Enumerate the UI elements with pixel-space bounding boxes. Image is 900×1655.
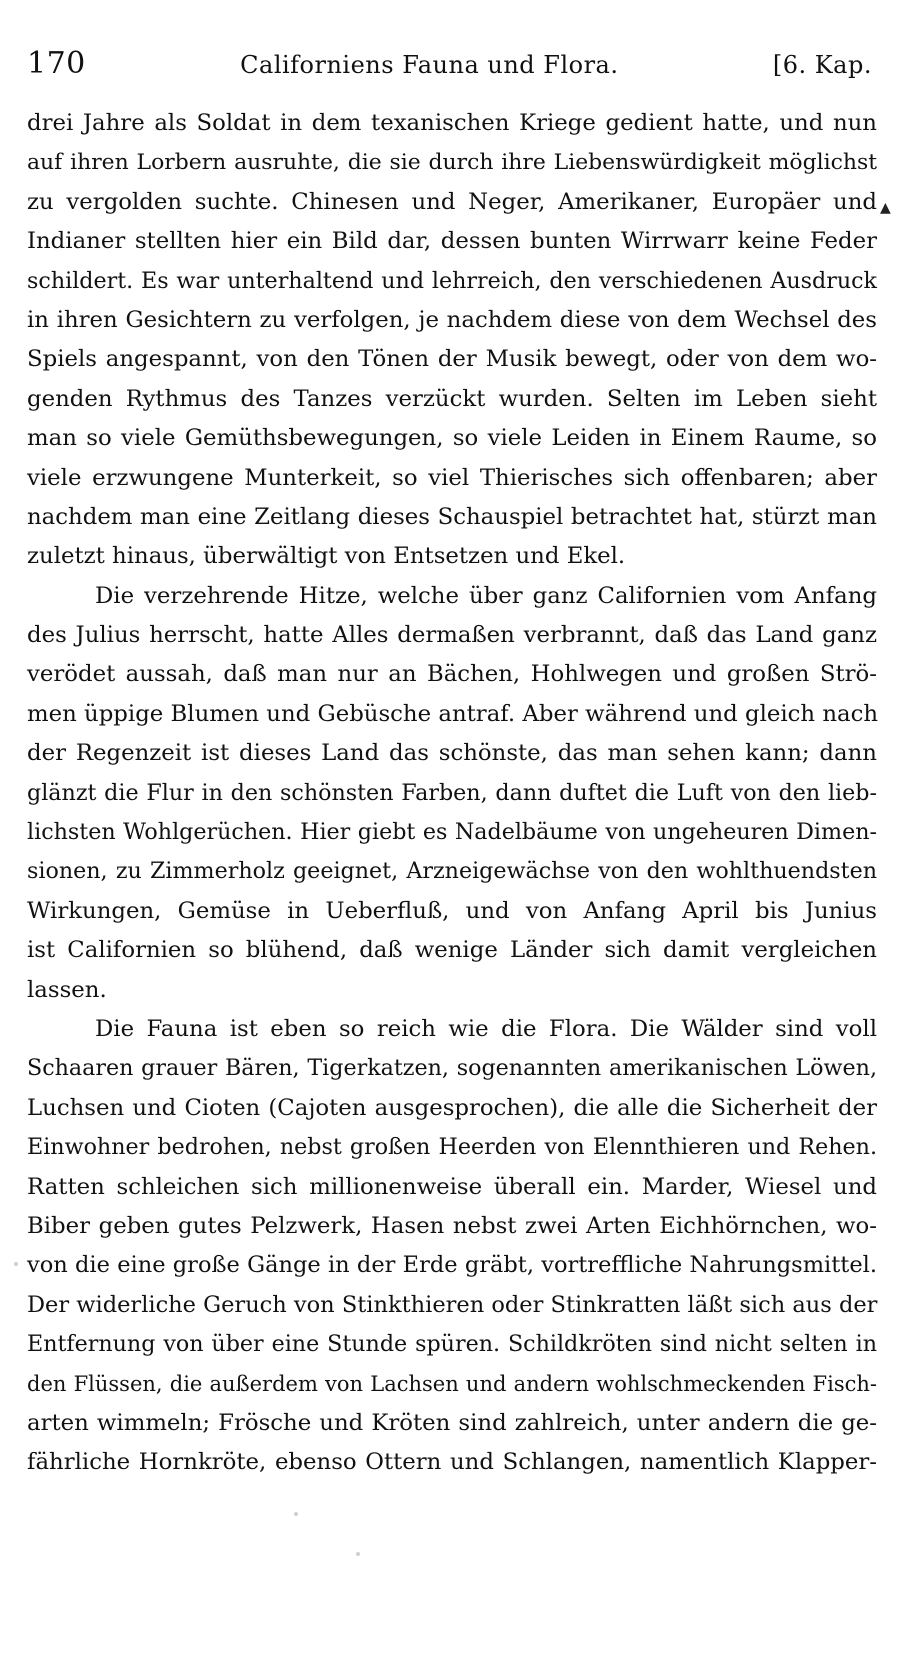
- text-line: Wirkungen, Gemüse in Ueberfluß, und von Anfang April bis Junius: [27, 897, 877, 924]
- scan-speck: [14, 1262, 18, 1266]
- text-line: lassen.: [27, 976, 107, 1003]
- text-line: von die eine große Gänge in der Erde gräbt, vortreffliche Nahrungsmittel.: [27, 1252, 877, 1279]
- text-line: Die verzehrende Hitze, welche über ganz Californien vom Anfang: [95, 582, 877, 609]
- text-line: Luchsen und Cioten (Cajoten ausgesprochen), die alle die Sicherheit der: [27, 1094, 877, 1121]
- text-line: Indianer stellten hier ein Bild dar, dessen bunten Wirrwarr keine Feder: [27, 228, 877, 255]
- text-line: Entfernung von über eine Stunde spüren. Schildkröten sind nicht selten in: [27, 1331, 877, 1358]
- paragraph-2: [27, 577, 877, 1010]
- body-text: [27, 104, 877, 1483]
- text-line: men üppige Blumen und Gebüsche antraf. Aber während und gleich nach: [27, 700, 879, 727]
- text-line: den Flüssen, die außerdem von Lachsen und andern wohlschmeckenden Fisch-: [27, 1371, 877, 1396]
- margin-marker-icon: ▲: [880, 200, 891, 216]
- text-line: drei Jahre als Soldat in dem texanischen Kriege gedient hatte, und nun: [27, 110, 877, 136]
- text-line: Die Fauna ist eben so reich wie die Flora. Die Wälder sind voll: [95, 1015, 877, 1042]
- text-line: der Regenzeit ist dieses Land das schönste, das man sehen kann; dann: [27, 740, 877, 767]
- text-line: fährliche Hornkröte, ebenso Ottern und Schlangen, namentlich Klapper-: [27, 1449, 877, 1476]
- text-line: arten wimmeln; Frösche und Kröten sind zahlreich, unter andern die ge-: [27, 1409, 877, 1436]
- text-line: Biber geben gutes Pelzwerk, Hasen nebst zwei Arten Eichhörnchen, wo-: [27, 1212, 877, 1239]
- text-line: schildert. Es war unterhaltend und lehrreich, den verschiedenen Ausdruck: [27, 267, 877, 294]
- text-line: nachdem man eine Zeitlang dieses Schauspiel betrachtet hat, stürzt man: [27, 503, 877, 530]
- scan-speck: [294, 1512, 298, 1516]
- text-line: zu vergolden suchte. Chinesen und Neger, Amerikaner, Europäer und: [27, 188, 877, 215]
- text-line: Schaaren grauer Bären, Tigerkatzen, sogenannten amerikanischen Löwen,: [27, 1055, 877, 1082]
- text-line: verödet aussah, daß man nur an Bächen, Hohlwegen und großen Strö-: [27, 661, 877, 688]
- text-line: genden Rythmus des Tanzes verzückt wurden. Selten im Leben sieht: [27, 385, 877, 412]
- scan-speck: [356, 1552, 360, 1556]
- text-line: sionen, zu Zimmerholz geeignet, Arzneigewächse von den wohlthuendsten: [27, 858, 877, 885]
- text-line: lichsten Wohlgerüchen. Hier giebt es Nadelbäume von ungeheuren Dimen-: [27, 819, 877, 846]
- text-line: des Julius herrscht, hatte Alles dermaßen verbrannt, daß das Land ganz: [27, 622, 877, 649]
- text-line: Der widerliche Geruch von Stinkthieren oder Stinkratten läßt sich aus der: [27, 1291, 878, 1318]
- running-title: Californiens Fauna und Flora.: [240, 51, 619, 79]
- text-line: viele erzwungene Munterkeit, so viel Thierisches sich offenbaren; aber: [27, 464, 877, 491]
- text-line: zuletzt hinaus, überwältigt von Entsetzen und Ekel.: [27, 543, 626, 570]
- chapter-reference: [6. Kap.: [772, 51, 872, 79]
- page-header: [27, 46, 872, 86]
- paragraph-1: [27, 104, 877, 577]
- page-number: 170: [27, 46, 86, 81]
- text-line: man so viele Gemüthsbewegungen, so viele Leiden in Einem Raume, so: [27, 425, 877, 452]
- text-line: Einwohner bedrohen, nebst großen Heerden von Elennthieren und Rehen.: [27, 1134, 877, 1161]
- text-line: Spiels angespannt, von den Tönen der Musik bewegt, oder von dem wo-: [27, 346, 877, 373]
- text-line: ist Californien so blühend, daß wenige Länder sich damit vergleichen: [27, 937, 877, 964]
- paragraph-3: [27, 1010, 877, 1483]
- text-line: glänzt die Flur in den schönsten Farben, dann duftet die Luft von den lieb-: [27, 779, 877, 806]
- text-line: in ihren Gesichtern zu verfolgen, je nachdem diese von dem Wechsel des: [27, 306, 877, 333]
- text-line: Ratten schleichen sich millionenweise überall ein. Marder, Wiesel und: [27, 1173, 877, 1200]
- text-line: auf ihren Lorbern ausruhte, die sie durch ihre Liebenswürdigkeit möglichst: [27, 150, 877, 176]
